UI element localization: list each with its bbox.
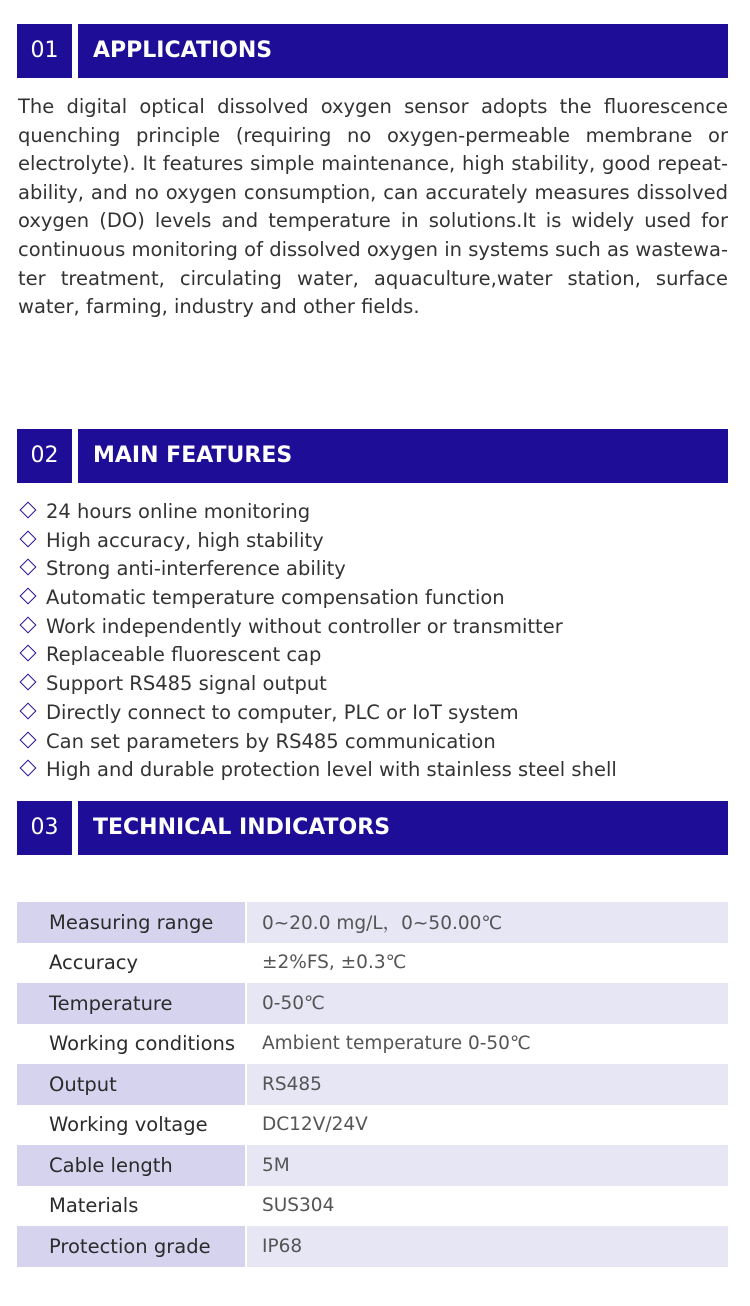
table-row	[17, 1024, 728, 1065]
diamond-outline-icon	[20, 616, 37, 633]
table-row	[17, 983, 728, 1024]
table-row	[17, 1145, 728, 1186]
spec-table	[17, 902, 728, 1267]
feature-text: Replaceable fluorescent cap	[46, 643, 322, 667]
feature-text: Directly connect to computer, PLC or IoT system	[46, 700, 519, 724]
table-row	[17, 1186, 728, 1227]
table-row	[17, 943, 728, 984]
feature-item	[18, 498, 728, 527]
spec-value: ±2%FS, ±0.3℃	[246, 943, 728, 984]
feature-text: Work independently without controller or transmitter	[46, 614, 563, 638]
spec-label: Working voltage	[49, 1113, 208, 1137]
section-title: MAIN FEATURES	[78, 429, 728, 483]
feature-item	[18, 699, 728, 728]
spec-label: Protection grade	[17, 1226, 246, 1267]
feature-item	[18, 670, 728, 699]
section-number: 01	[17, 24, 72, 78]
spec-value: IP68	[246, 1226, 728, 1267]
spec-label: Measuring range	[17, 902, 246, 943]
spec-label: Cable length	[17, 1145, 246, 1186]
table-row	[17, 1226, 728, 1267]
diamond-outline-icon	[20, 674, 37, 691]
feature-text: 24 hours online monitoring	[46, 500, 311, 523]
table-row	[17, 1105, 728, 1146]
feature-item	[18, 641, 728, 670]
section-number: 03	[17, 801, 72, 855]
feature-item	[18, 527, 728, 556]
feature-text: Strong anti-interference ability	[46, 557, 346, 581]
spec-value: DC12V/24V	[246, 1105, 728, 1146]
feature-item	[18, 555, 728, 584]
spec-label: Working conditions	[49, 1032, 236, 1056]
diamond-outline-icon	[20, 760, 37, 777]
feature-item	[18, 728, 728, 757]
spec-value: SUS304	[246, 1186, 728, 1227]
feature-text: Automatic temperature compensation function	[46, 586, 505, 610]
section-title: TECHNICAL INDICATORS	[78, 801, 728, 855]
diamond-outline-icon	[20, 530, 37, 547]
spec-value: 0~20.0 mg/L，0~50.00℃	[246, 902, 728, 943]
spec-value: Ambient temperature 0-50℃	[246, 1024, 728, 1065]
feature-text: Can set parameters by RS485 communication	[46, 729, 496, 753]
spec-label: Output	[17, 1064, 246, 1105]
table-row	[17, 902, 728, 943]
table-row	[17, 1064, 728, 1105]
feature-text: Support RS485 signal output	[46, 672, 327, 696]
spec-label: Materials	[49, 1194, 139, 1218]
feature-text: High accuracy, high stability	[46, 528, 324, 552]
spec-label: Accuracy	[49, 951, 139, 975]
section-header-technical-indicators	[17, 801, 728, 855]
diamond-outline-icon	[20, 702, 37, 719]
section-header-applications	[17, 24, 728, 78]
diamond-outline-icon	[20, 731, 37, 748]
spec-value: 5M	[246, 1145, 728, 1186]
feature-item	[18, 756, 728, 785]
applications-paragraph: The digital optical dissolved oxygen sensor adopts the fluorescence quenching principle (requiring no oxygen-permeable membrane or electrolyte). It features simple maintenance, high stability, good repeatability, and no oxygen consumption, can accurately measures dissolved oxygen (DO) levels and temperature in solutions.It is widely used for continuous monitoring of dissolved oxygen in systems such as wastewater treatment, circulating water, aquaculture,water station, surface water, farming, industry and other fields.	[18, 95, 728, 319]
diamond-outline-icon	[20, 588, 37, 605]
diamond-outline-icon	[20, 559, 37, 576]
feature-item	[18, 613, 728, 642]
features-list	[18, 498, 728, 785]
section-header-main-features	[17, 429, 728, 483]
diamond-outline-icon	[20, 502, 37, 519]
feature-item	[18, 584, 728, 613]
spec-value: RS485	[246, 1064, 728, 1105]
feature-text: High and durable protection level with stainless steel shell	[46, 758, 617, 782]
section-title: APPLICATIONS	[78, 24, 728, 78]
diamond-outline-icon	[20, 645, 37, 662]
spec-label: Temperature	[17, 983, 246, 1024]
spec-value: 0-50℃	[246, 983, 728, 1024]
section-number: 02	[17, 429, 72, 483]
